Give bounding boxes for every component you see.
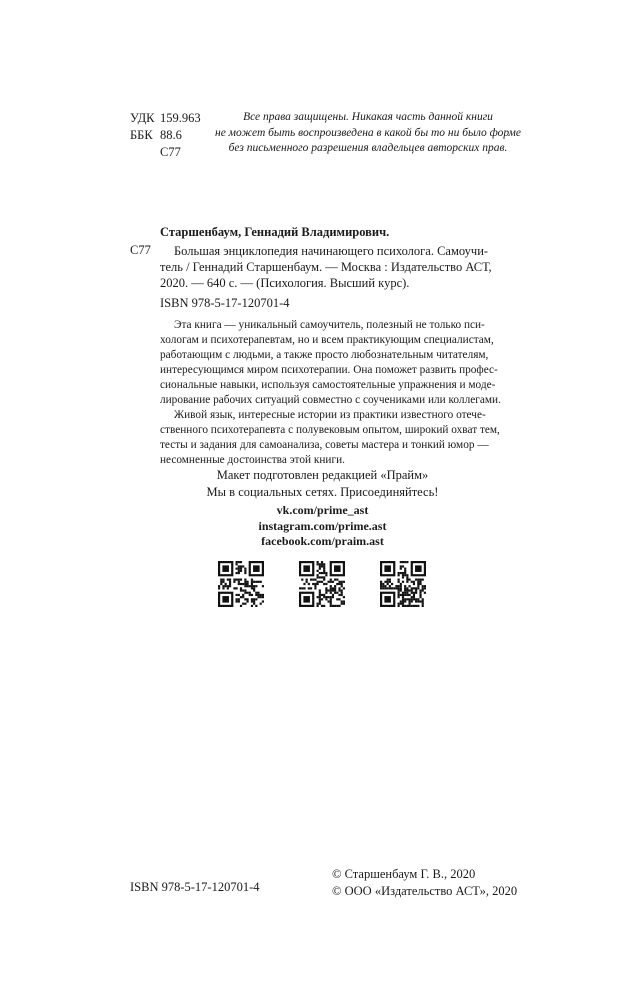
prepared-line: Мы в социальных сетях. Присоединяйтесь! [206,485,439,499]
bibliographic-description [160,243,492,291]
annotation-line: интересующимся миром психотерапии. Она поможет развить профес- [160,364,498,376]
annotation-line: Живой язык, интересные истории из практики известного отече- [174,409,486,421]
qr-code-icon [299,561,345,607]
rights-line: без письменного разрешения владельцев авторских прав. [228,142,508,154]
annotation-line: ственного психотерапевта с полувековым опытом, широкий охват тем, [160,424,500,436]
annotation-line: Эта книга — уникальный самоучитель, полезный не только пси- [174,319,485,331]
social-link-vk: vk.com/prime_ast [276,503,369,517]
annotation-line: лирование рабочих ситуаций совместно с соучениками или коллегами. [160,394,501,406]
prepared-by [200,467,445,501]
author-heading: Старшенбаум, Геннадий Владимирович. [160,225,390,239]
bibliography-code: С77 [130,243,151,257]
social-link-facebook: facebook.com/praim.ast [261,534,384,548]
prepared-line: Макет подготовлен редакцией «Прайм» [216,468,429,482]
rights-notice [200,110,536,157]
qr-code-icon [218,561,264,607]
description-line: 2020. — 640 с. — (Психология. Высший курс). [160,276,410,290]
social-link-instagram: instagram.com/prime.ast [258,518,387,533]
social-links [200,503,445,550]
annotation-line: несомненные достоинства этой книги. [160,454,345,466]
description-line: тель / Геннадий Старшенбаум. — Москва : Издательство АСТ, [160,260,492,274]
udk-value: 159.963 [160,111,201,125]
annotation [160,318,500,468]
annotation-line: сиональные навыки, используя самостоятельные упражнения и моде- [160,379,496,391]
rights-line: не может быть воспроизведена в какой бы то ни было форме [214,126,521,139]
description-line: Большая энциклопедия начинающего психолога. Самоучи- [174,244,489,258]
footer-isbn: ISBN 978-5-17-120701-4 [130,880,260,894]
annotation-line: тесты и задания для самоанализа, советы мастера и тонкий юмор — [160,439,489,451]
isbn: ISBN 978-5-17-120701-4 [160,296,290,310]
copyright [332,866,517,900]
bbk-label: ББК [130,128,153,142]
copyright-line: © Старшенбаум Г. В., 2020 [332,867,476,881]
udk-label: УДК [130,111,155,125]
author-sign-code: С77 [160,145,181,159]
copyright-line: © ООО «Издательство АСТ», 2020 [332,884,518,898]
rights-line: Все права защищены. Никакая часть данной книги [243,111,493,123]
annotation-line: хологам и психотерапевтам, но и всем практикующим специалистам, [160,334,494,346]
annotation-line: работающим с людьми, а также просто любознательным читателям, [160,349,489,361]
qr-code-icon [380,561,426,607]
bbk-value: 88.6 [160,128,182,142]
